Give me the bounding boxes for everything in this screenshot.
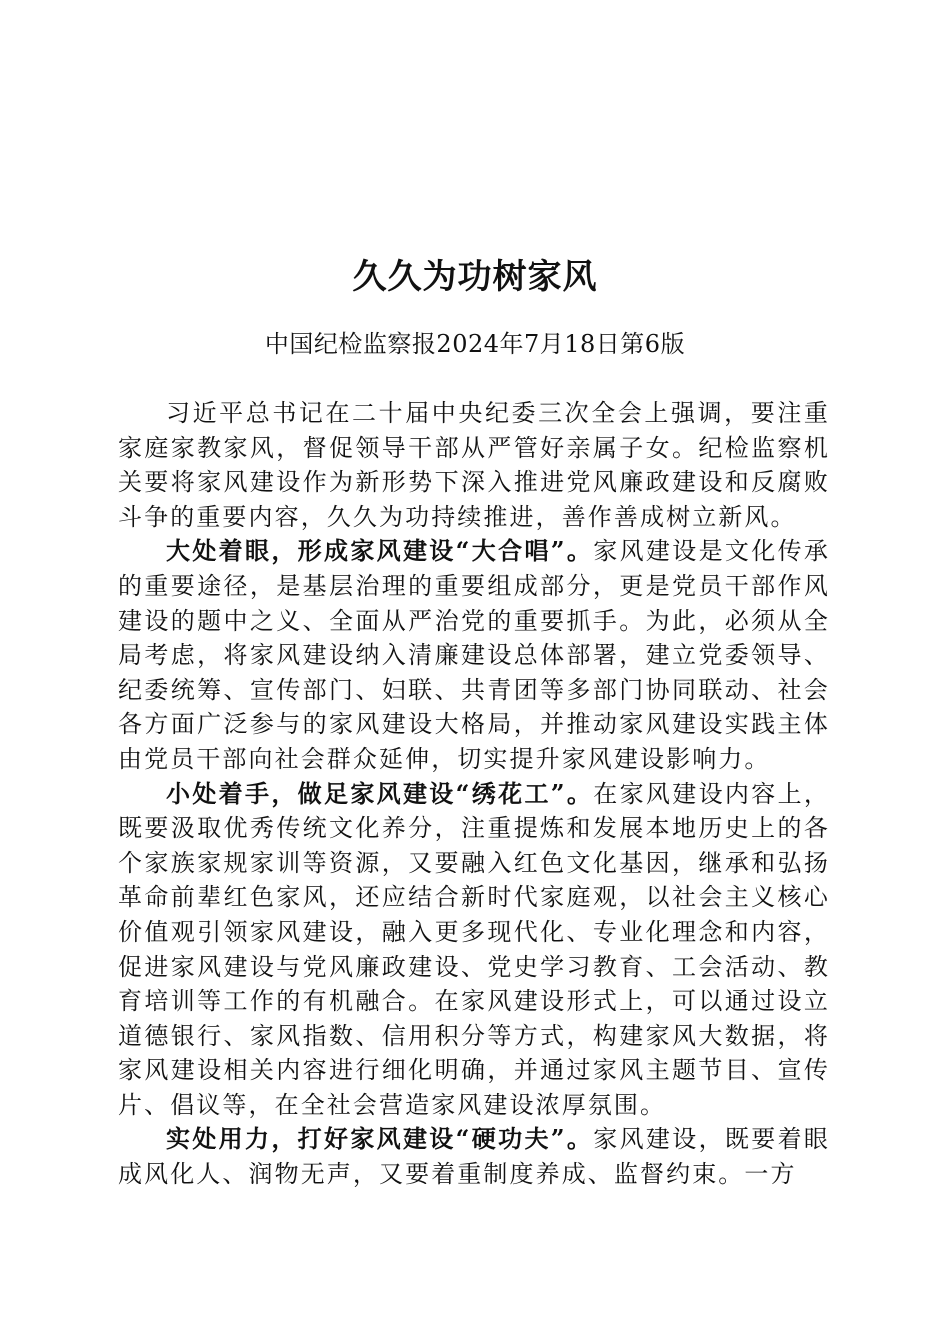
paragraph-intro	[118, 396, 830, 534]
paragraph-lead: 小处着手，做足家风建设“绣花工”。	[166, 778, 594, 808]
paragraph-practical-effort	[118, 1122, 830, 1191]
paragraph-lead: 大处着眼，形成家风建设“大合唱”。	[166, 536, 594, 566]
paragraph-text: 习近平总书记在二十届中央纪委三次全会上强调，要注重家庭家教家风，督促领导干部从严管好亲属子女。纪检监察机关要将家风建设作为新形势下深入推进党风廉政建设和反腐败斗争的重要内容，久久为功持续推进，善作善成树立新风。	[118, 399, 830, 531]
paragraph-text: 在家风建设内容上，既要汲取优秀传统文化养分，注重提炼和发展本地历史上的各个家族家规家训等资源，又要融入红色文化基因，继承和弘扬革命前辈红色家风，还应结合新时代家庭观，以社会主义核心价值观引领家风建设，融入更多现代化、专业化理念和内容，促进家风建设与党风廉政建设、党史学习教育、工会活动、教育培训等工作的有机融合。在家风建设形式上，可以通过设立道德银行、家风指数、信用积分等方式，构建家风大数据，将家风建设相关内容进行细化明确，并通过家风主题节目、宣传片、倡议等，在全社会营造家风建设浓厚氛围。	[118, 779, 830, 1119]
article-source: 中国纪检监察报2024年7月18日第6版	[264, 330, 686, 358]
article-title: 久久为功树家风	[352, 256, 598, 297]
paragraph-lead: 实处用力，打好家风建设“硬功夫”。	[166, 1124, 594, 1154]
paragraph-big-picture	[118, 534, 830, 776]
paragraph-small-details	[118, 777, 830, 1123]
article-body	[118, 396, 830, 1192]
paragraph-text: 家风建设是文化传承的重要途径，是基层治理的重要组成部分，更是党员干部作风建设的题中之义、全面从严治党的重要抓手。为此，必须从全局考虑，将家风建设纳入清廉建设总体部署，建立党委领导、纪委统筹、宣传部门、妇联、共青团等多部门协同联动、社会各方面广泛参与的家风建设大格局，并推动家风建设实践主体由党员干部向社会群众延伸，切实提升家风建设影响力。	[118, 537, 830, 773]
paragraph-text: 家风建设，既要着眼成风化人、润物无声，又要着重制度养成、监督约束。一方	[118, 1125, 830, 1189]
